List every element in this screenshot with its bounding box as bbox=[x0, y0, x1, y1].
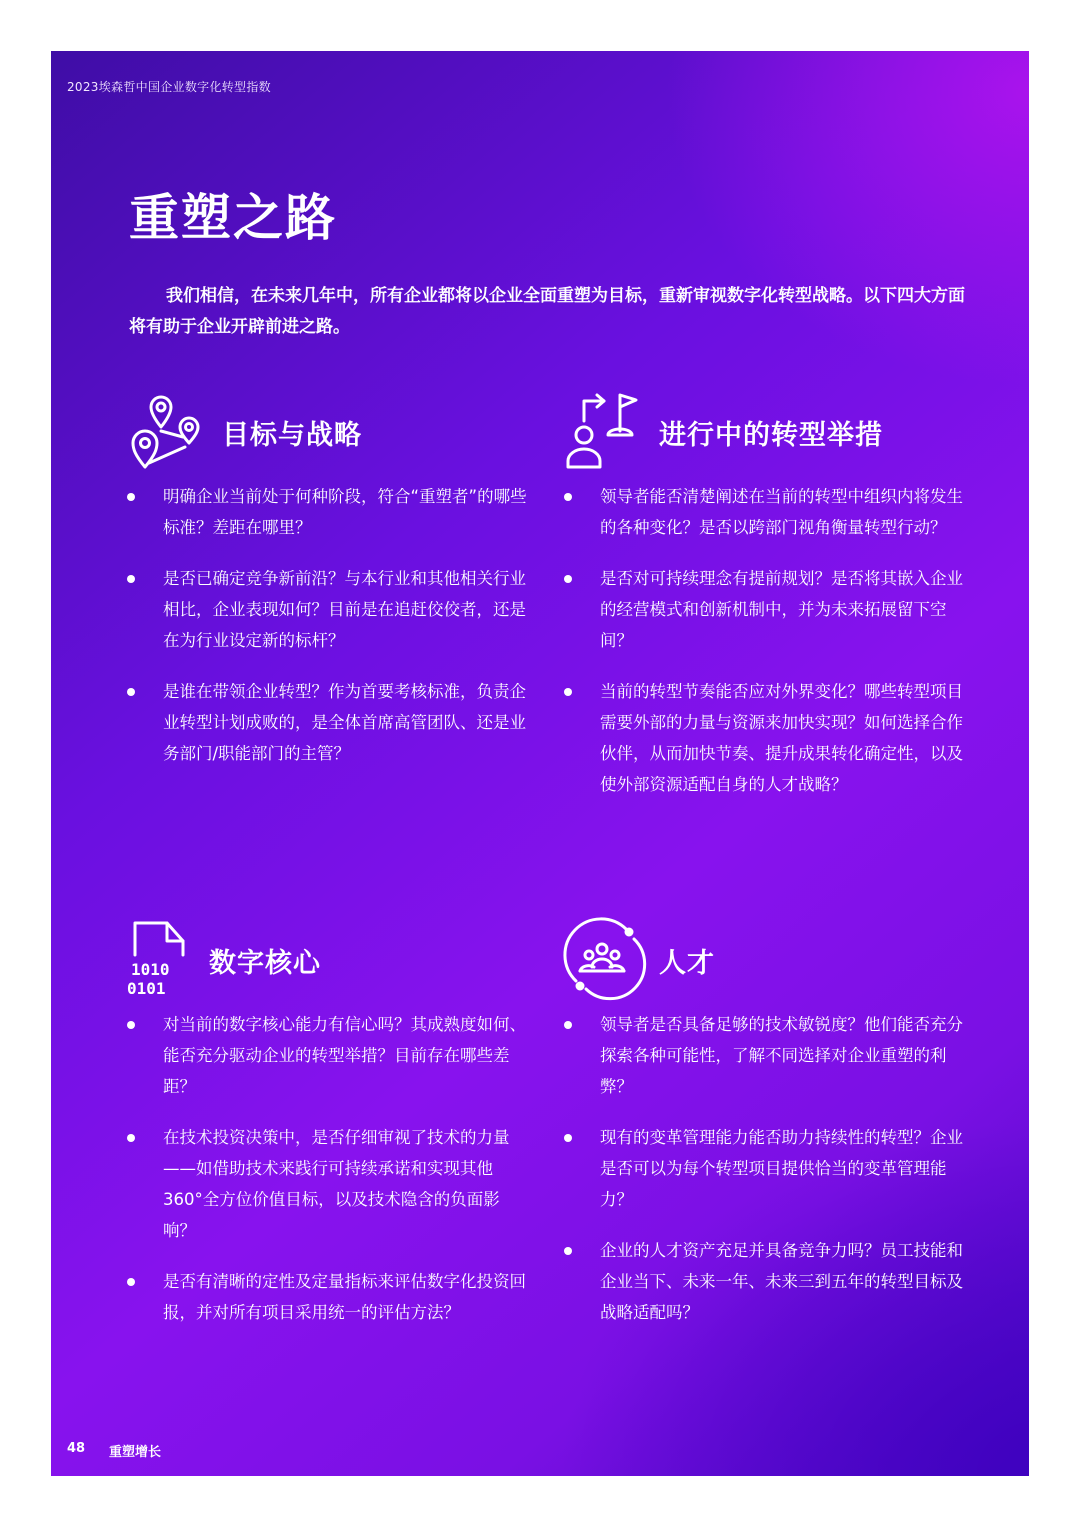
bullet-list bbox=[127, 481, 527, 769]
footer-section-title: 重塑增长 bbox=[109, 1445, 162, 1460]
report-page bbox=[51, 51, 1029, 1476]
intro-paragraph: 我们相信，在未来几年中，所有企业都将以企业全面重塑为目标，重新审视数字化转型战略。以下四大方面将有助于企业开辟前进之路。 bbox=[129, 286, 965, 337]
list-item: 是否对可持续理念有提前规划？是否将其嵌入企业的经营模式和创新机制中，并为未来拓展留下空间？ bbox=[564, 563, 964, 656]
page-number: 48 bbox=[67, 1441, 86, 1456]
people-group-icon bbox=[564, 919, 644, 999]
location-pins-icon bbox=[127, 391, 207, 471]
bullet-list bbox=[564, 481, 964, 800]
bullet-dot bbox=[564, 688, 572, 696]
list-item: 当前的转型节奏能否应对外界变化？哪些转型项目需要外部的力量与资源来加快实现？如何选择合作伙伴，从而加快节奏、提升成果转化确定性，以及使外部资源适配自身的人才战略？ bbox=[564, 676, 964, 800]
list-item: 在技术投资决策中，是否仔细审视了技术的力量——如借助技术来践行可持续承诺和实现其他360°全方位价值目标，以及技术隐含的负面影响？ bbox=[127, 1122, 527, 1246]
section-header bbox=[564, 919, 964, 1009]
bullet-dot bbox=[564, 1134, 572, 1142]
section-title: 数字核心 bbox=[209, 948, 321, 979]
page-title: 重塑之路 bbox=[129, 189, 337, 247]
bullet-dot bbox=[564, 1021, 572, 1029]
section-goals-strategy bbox=[127, 391, 527, 789]
bullet-list bbox=[564, 1009, 964, 1328]
list-item: 是否有清晰的定性及定量指标来评估数字化投资回报，并对所有项目采用统一的评估方法？ bbox=[127, 1266, 527, 1328]
section-header bbox=[564, 391, 964, 481]
list-item: 领导者能否清楚阐述在当前的转型中组织内将发生的各种变化？是否以跨部门视角衡量转型行动？ bbox=[564, 481, 964, 543]
list-item: 现有的变革管理能力能否助力持续性的转型？企业是否可以为每个转型项目提供恰当的变革管理能力？ bbox=[564, 1122, 964, 1215]
bullet-dot bbox=[564, 1247, 572, 1255]
list-item: 是否已确定竞争新前沿？与本行业和其他相关行业相比，企业表现如何？目前是在追赶佼佼者，还是在为行业设定新的标杆？ bbox=[127, 563, 527, 656]
bullet-dot bbox=[127, 1134, 135, 1142]
bullet-dot bbox=[564, 493, 572, 501]
list-item: 明确企业当前处于何种阶段，符合“重塑者”的哪些标准？差距在哪里？ bbox=[127, 481, 527, 543]
person-flag-icon bbox=[564, 391, 644, 471]
bullet-dot bbox=[127, 1021, 135, 1029]
list-item: 领导者是否具备足够的技术敏锐度？他们能否充分探索各种可能性，了解不同选择对企业重塑的利弊？ bbox=[564, 1009, 964, 1102]
section-digital-core bbox=[127, 919, 527, 1348]
section-ongoing-initiatives bbox=[564, 391, 964, 820]
section-header bbox=[127, 919, 527, 1009]
bullet-dot bbox=[127, 1278, 135, 1286]
list-item: 是谁在带领企业转型？作为首要考核标准，负责企业转型计划成败的，是全体首席高管团队、还是业务部门/职能部门的主管？ bbox=[127, 676, 527, 769]
running-head: 2023埃森哲中国企业数字化转型指数 bbox=[67, 80, 271, 94]
bullet-dot bbox=[564, 575, 572, 583]
binary-document-icon bbox=[127, 919, 207, 999]
binary-text-1: 1010 bbox=[131, 960, 170, 979]
section-title: 人才 bbox=[659, 948, 715, 979]
section-title: 进行中的转型举措 bbox=[659, 420, 883, 451]
bullet-list bbox=[127, 1009, 527, 1328]
section-title: 目标与战略 bbox=[222, 420, 362, 451]
bullet-dot bbox=[127, 575, 135, 583]
bullet-dot bbox=[127, 688, 135, 696]
list-item: 企业的人才资产充足并具备竞争力吗？员工技能和企业当下、未来一年、未来三到五年的转型目标及战略适配吗？ bbox=[564, 1235, 964, 1328]
section-talent bbox=[564, 919, 964, 1348]
list-item: 对当前的数字核心能力有信心吗？其成熟度如何、能否充分驱动企业的转型举措？目前存在哪些差距？ bbox=[127, 1009, 527, 1102]
bullet-dot bbox=[127, 493, 135, 501]
section-header bbox=[127, 391, 527, 481]
binary-text-2: 0101 bbox=[127, 979, 166, 998]
